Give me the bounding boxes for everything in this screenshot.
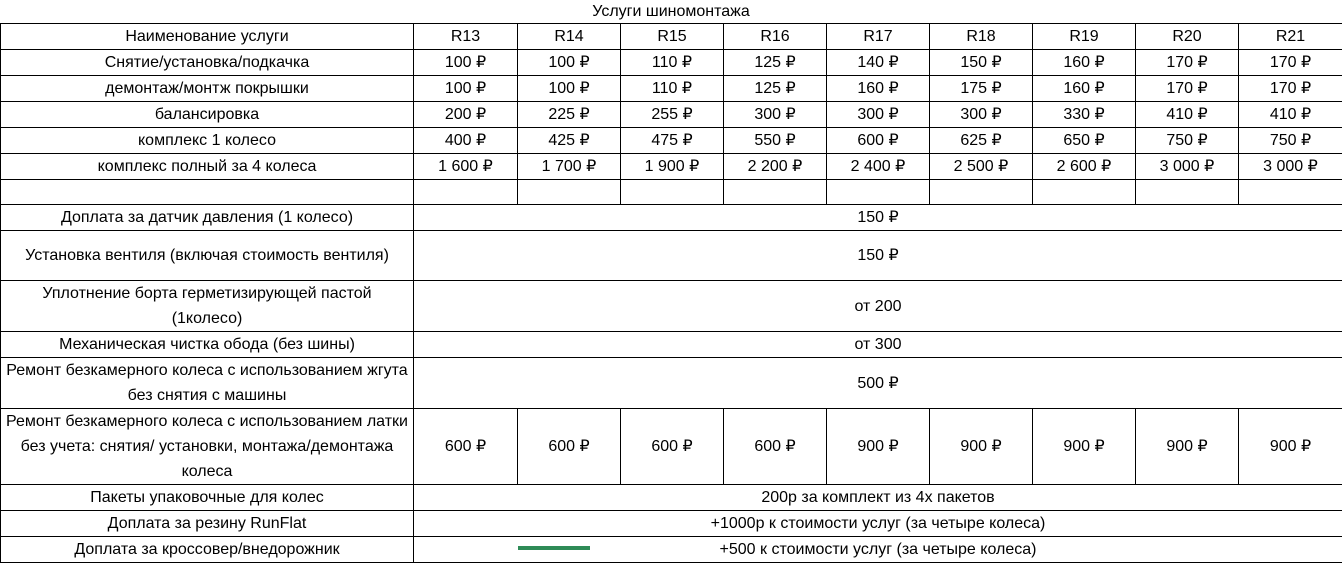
- price-cell: 125 ₽: [724, 76, 827, 102]
- price-cell: 410 ₽: [1136, 102, 1239, 128]
- price-cell: 500 ₽: [414, 358, 1342, 409]
- price-cell: 110 ₽: [621, 76, 724, 102]
- service-label: Ремонт безкамерного колеса с использованием латки без учета: снятия/ установки, монтажа/демонтажа колеса: [1, 409, 414, 485]
- empty-cell: [1239, 180, 1342, 205]
- empty-cell: [724, 180, 827, 205]
- price-cell: 150 ₽: [414, 205, 1342, 231]
- price-cell: 900 ₽: [827, 409, 930, 485]
- empty-row: [1, 180, 1342, 205]
- price-cell: 100 ₽: [414, 76, 518, 102]
- header-size: R13: [414, 24, 518, 50]
- service-label: демонтаж/монтж покрышки: [1, 76, 414, 102]
- extra-row-rim-cleaning: [1, 332, 1342, 358]
- price-cell: 3 000 ₽: [1239, 154, 1342, 180]
- service-label: комплекс 1 колесо: [1, 128, 414, 154]
- price-cell: +1000р к стоимости услуг (за четыре колеса): [414, 511, 1342, 537]
- service-label: Механическая чистка обода (без шины): [1, 332, 414, 358]
- price-cell: 650 ₽: [1033, 128, 1136, 154]
- extra-row-plug-repair: [1, 358, 1342, 409]
- header-size: R14: [518, 24, 621, 50]
- price-cell: 200 ₽: [414, 102, 518, 128]
- selection-marker: [518, 546, 590, 550]
- price-cell: 170 ₽: [1239, 50, 1342, 76]
- empty-cell: [827, 180, 930, 205]
- empty-cell: [1, 180, 414, 205]
- extra-row-pressure-sensor: [1, 205, 1342, 231]
- price-cell: 160 ₽: [827, 76, 930, 102]
- price-cell: 160 ₽: [1033, 50, 1136, 76]
- empty-cell: [414, 180, 518, 205]
- price-cell: 100 ₽: [414, 50, 518, 76]
- service-label: Пакеты упаковочные для колес: [1, 485, 414, 511]
- service-label: балансировка: [1, 102, 414, 128]
- price-cell: 410 ₽: [1239, 102, 1342, 128]
- header-size: R19: [1033, 24, 1136, 50]
- price-cell: 600 ₽: [724, 409, 827, 485]
- price-cell: 625 ₽: [930, 128, 1033, 154]
- price-cell: 170 ₽: [1136, 76, 1239, 102]
- price-cell: 600 ₽: [414, 409, 518, 485]
- price-cell: 170 ₽: [1239, 76, 1342, 102]
- price-cell: 2 400 ₽: [827, 154, 930, 180]
- extra-row-patch-repair: [1, 409, 1342, 485]
- price-cell: 300 ₽: [930, 102, 1033, 128]
- price-cell: 175 ₽: [930, 76, 1033, 102]
- price-cell: 550 ₽: [724, 128, 827, 154]
- service-label: Доплата за датчик давления (1 колесо): [1, 205, 414, 231]
- header-service: Наименование услуги: [1, 24, 414, 50]
- service-label: Уплотнение борта герметизирующей пастой (1колесо): [1, 281, 414, 332]
- price-cell: 1 900 ₽: [621, 154, 724, 180]
- price-cell: 1 700 ₽: [518, 154, 621, 180]
- service-label: Установка вентиля (включая стоимость вентиля): [1, 231, 414, 281]
- price-cell: 3 000 ₽: [1136, 154, 1239, 180]
- price-cell: 140 ₽: [827, 50, 930, 76]
- price-cell: 600 ₽: [621, 409, 724, 485]
- header-size: R15: [621, 24, 724, 50]
- extra-row-runflat: [1, 511, 1342, 537]
- header-row: [1, 24, 1342, 50]
- price-cell: 300 ₽: [724, 102, 827, 128]
- service-label: Доплата за кроссовер/внедорожник: [1, 537, 414, 563]
- header-size: R21: [1239, 24, 1342, 50]
- price-cell: от 300: [414, 332, 1342, 358]
- price-cell: от 200: [414, 281, 1342, 332]
- header-size: R18: [930, 24, 1033, 50]
- header-size: R20: [1136, 24, 1239, 50]
- price-cell: 100 ₽: [518, 76, 621, 102]
- price-cell: 150 ₽: [414, 231, 1342, 281]
- price-cell: 600 ₽: [518, 409, 621, 485]
- price-cell: 475 ₽: [621, 128, 724, 154]
- empty-cell: [1136, 180, 1239, 205]
- price-cell: 900 ₽: [1136, 409, 1239, 485]
- price-cell: 160 ₽: [1033, 76, 1136, 102]
- price-cell: 170 ₽: [1136, 50, 1239, 76]
- empty-cell: [1033, 180, 1136, 205]
- price-cell: 750 ₽: [1136, 128, 1239, 154]
- table-row: [1, 128, 1342, 154]
- price-cell: 900 ₽: [1239, 409, 1342, 485]
- price-cell: 150 ₽: [930, 50, 1033, 76]
- price-cell: 330 ₽: [1033, 102, 1136, 128]
- page-title: Услуги шиномонтажа: [0, 0, 1342, 23]
- empty-cell: [930, 180, 1033, 205]
- table-row: [1, 154, 1342, 180]
- price-cell: 225 ₽: [518, 102, 621, 128]
- table-row: [1, 76, 1342, 102]
- extra-row-bead-seal: [1, 281, 1342, 332]
- price-cell: 425 ₽: [518, 128, 621, 154]
- header-size: R17: [827, 24, 930, 50]
- price-cell: 2 500 ₽: [930, 154, 1033, 180]
- empty-cell: [621, 180, 724, 205]
- table-row: [1, 50, 1342, 76]
- header-size: R16: [724, 24, 827, 50]
- price-cell: 125 ₽: [724, 50, 827, 76]
- price-cell: 900 ₽: [930, 409, 1033, 485]
- price-cell: 900 ₽: [1033, 409, 1136, 485]
- price-cell: 750 ₽: [1239, 128, 1342, 154]
- price-cell: 2 600 ₽: [1033, 154, 1136, 180]
- price-cell: 110 ₽: [621, 50, 724, 76]
- service-label: Снятие/установка/подкачка: [1, 50, 414, 76]
- service-label: Ремонт безкамерного колеса с использованием жгута без снятия с машины: [1, 358, 414, 409]
- price-table: [0, 23, 1342, 563]
- price-cell: 600 ₽: [827, 128, 930, 154]
- price-cell: 100 ₽: [518, 50, 621, 76]
- price-cell: 400 ₽: [414, 128, 518, 154]
- service-label: комплекс полный за 4 колеса: [1, 154, 414, 180]
- extra-row-bags: [1, 485, 1342, 511]
- table-row: [1, 102, 1342, 128]
- price-cell: 2 200 ₽: [724, 154, 827, 180]
- price-cell: 1 600 ₽: [414, 154, 518, 180]
- price-cell: +500 к стоимости услуг (за четыре колеса): [414, 537, 1342, 563]
- empty-cell: [518, 180, 621, 205]
- service-label: Доплата за резину RunFlat: [1, 511, 414, 537]
- extra-row-valve: [1, 231, 1342, 281]
- price-cell: 200р за комплект из 4х пакетов: [414, 485, 1342, 511]
- price-cell: 300 ₽: [827, 102, 930, 128]
- price-cell: 255 ₽: [621, 102, 724, 128]
